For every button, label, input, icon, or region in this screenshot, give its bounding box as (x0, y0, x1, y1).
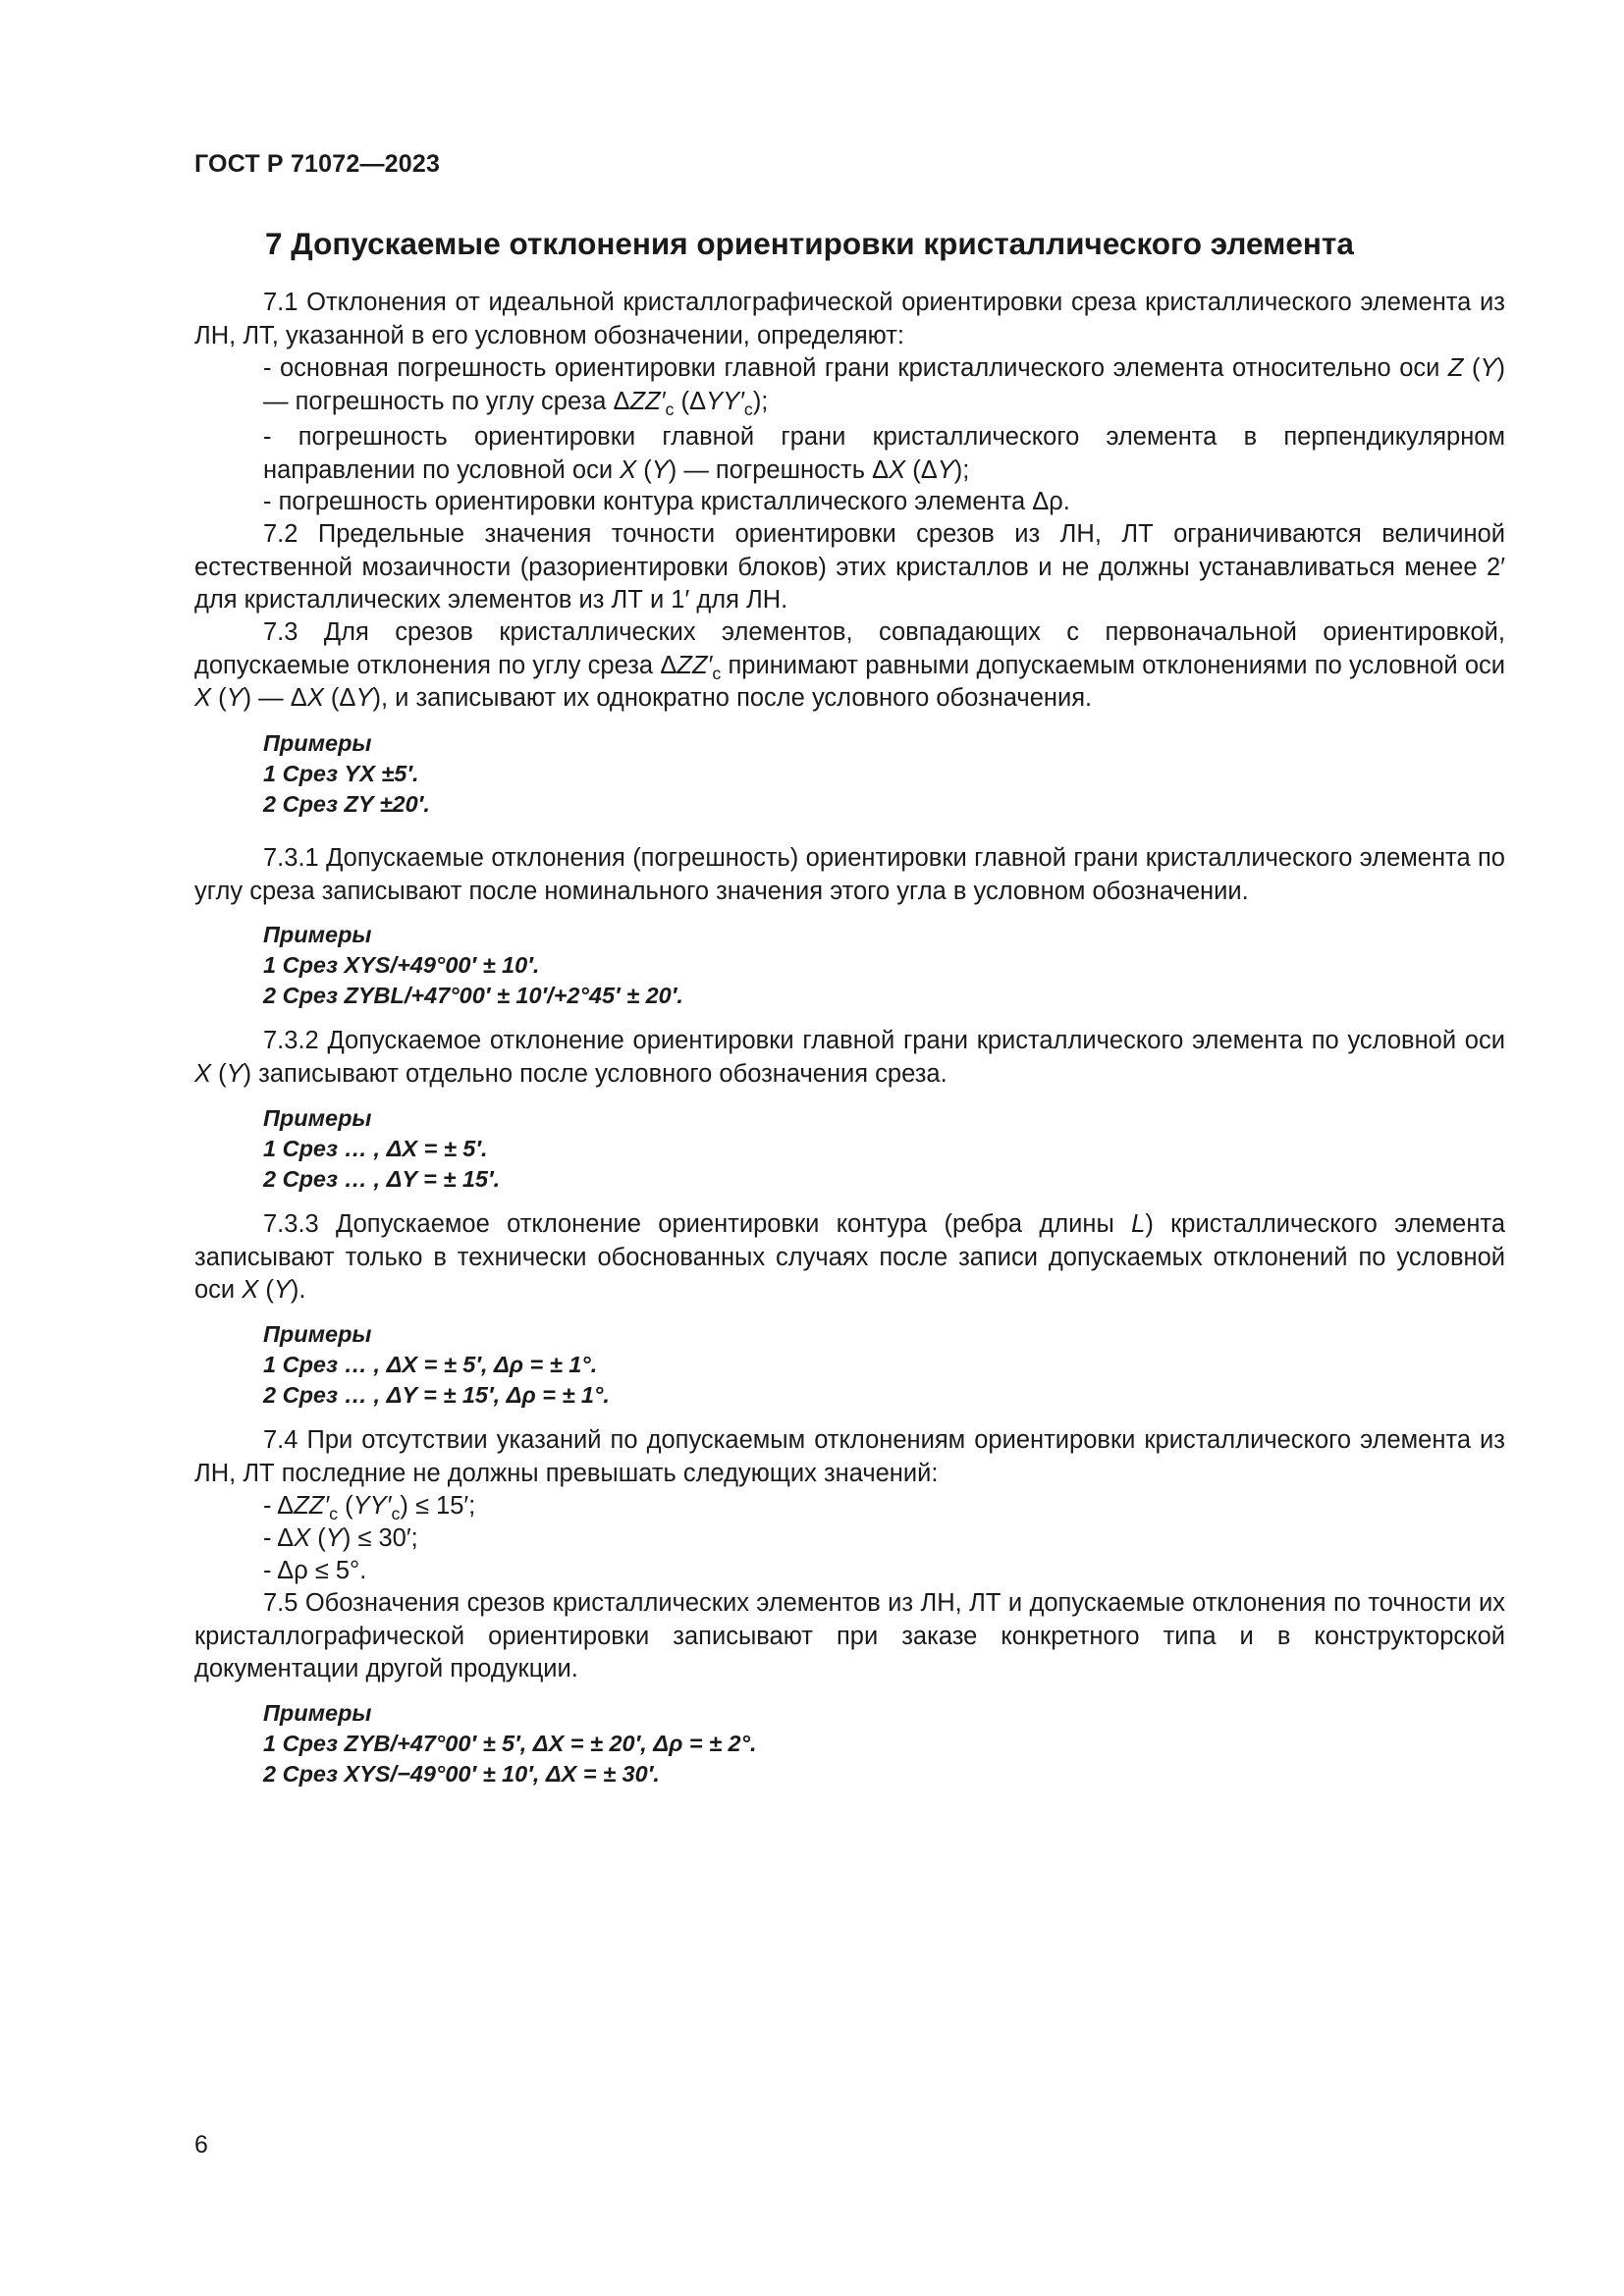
example-item: 1 Срез … , ΔX = ± 5′. (263, 1136, 488, 1161)
section-heading: 7 Допускаемые отклонения ориентировки кристаллического элемента (265, 226, 1354, 261)
example-item: 1 Срез YX ±5′. (263, 761, 419, 786)
examples-label: Примеры (263, 1321, 372, 1347)
examples-7-3-2 (263, 1103, 500, 1195)
example-item: 1 Срез ZYB/+47°00′ ± 5′, ΔX = ± 20′, Δρ = ± 2°. (263, 1731, 757, 1756)
paragraph-7-1-intro: 7.1 Отклонения от идеальной кристаллографической ориентировки среза кристаллического элемента из ЛН, ЛТ, указанной в его условном обозначении, определяют: (194, 289, 1505, 349)
example-item: 1 Срез XYS/+49°00′ ± 10′. (263, 952, 540, 978)
page-number: 6 (194, 2131, 208, 2159)
paragraph-7-4-intro: 7.4 При отсутствии указаний по допускаемым отклонениям ориентировки кристаллического элемента из ЛН, ЛТ последние не должны превышать следующих значений: (194, 1426, 1505, 1487)
paragraph-7-1-item-2: - погрешность ориентировки главной грани кристаллического элемента в перпендикулярном направлении по условной оси X (Y) — погрешность ΔX (ΔY); (263, 423, 1505, 484)
paragraph-7-1-item-3: - погрешность ориентировки контура кристаллического элемента Δρ. (263, 488, 1070, 515)
paragraph-7-5: 7.5 Обозначения срезов кристаллических элементов из ЛН, ЛТ и допускаемые отклонения по точности их кристаллографической ориентировки записывают при заказе конкретного типа и в конструкторской документации другой продукции. (194, 1589, 1505, 1682)
example-item: 2 Срез … , ΔY = ± 15′. (263, 1166, 501, 1192)
paragraph-7-3-2: 7.3.2 Допускаемое отклонение ориентировки главной грани кристаллического элемента по условной оси X (Y) записывают отдельно после условного обозначения среза. (194, 1027, 1505, 1088)
paragraph-7-4-item-1: - $\Delta ZZ'_c$ $(YY'_c) \le 15'$; (263, 1492, 476, 1524)
example-item: 2 Срез … , ΔY = ± 15′, Δρ = ± 1°. (263, 1382, 610, 1408)
examples-7-3-3 (263, 1319, 610, 1411)
examples-label: Примеры (263, 730, 372, 756)
paragraph-7-2: 7.2 Предельные значения точности ориентировки срезов из ЛН, ЛТ ограничиваются величиной естественной мозаичности (разориентировки блоков) этих кристаллов и не должны устанавливаться менее 2′ для кристаллических элементов из ЛТ и 1′ для ЛН. (194, 520, 1505, 614)
paragraph-7-3-3: 7.3.3 Допускаемое отклонение ориентировки контура (ребра длины L) кристаллического элемента записывают только в технически обоснованных случаях после записи допускаемых отклонений по условной оси X (Y). (194, 1210, 1506, 1304)
paragraph-7-4-item-2: - ΔX (Y) ≤ 30′; (263, 1524, 418, 1552)
paragraph-7-3: 7.3 Для срезов кристаллических элементов, совпадающих с первоначальной ориентировкой, допускаемые отклонения по углу среза $\Delta ZZ'_c$ принимают равными допускаемым отклонениями по условной оси X (Y) — ΔX (ΔY), и записывают их однократно после условного обозначения. (194, 618, 1505, 712)
paragraph-7-4-item-3: - Δρ ≤ 5°. (263, 1557, 367, 1584)
example-item: 2 Срез XYS/−49°00′ ± 10′, ΔX = ± 30′. (263, 1761, 660, 1787)
example-item: 2 Срез ZYBL/+47°00′ ± 10′/+2°45′ ± 20′. (263, 983, 683, 1008)
examples-label: Примеры (263, 922, 372, 947)
examples-7-5 (263, 1698, 757, 1789)
document-code-header: ГОСТ Р 71072—2023 (194, 150, 441, 178)
example-item: 1 Срез … , ΔX = ± 5′, Δρ = ± 1°. (263, 1352, 598, 1377)
paragraph-7-3-1: 7.3.1 Допускаемые отклонения (погрешность) ориентировки главной грани кристаллического элемента по углу среза записывают после номинального значения этого угла в условном обозначении. (194, 844, 1505, 905)
examples-7-3 (263, 728, 430, 820)
examples-label: Примеры (263, 1105, 372, 1131)
examples-label: Примеры (263, 1700, 372, 1726)
example-item: 2 Срез ZY ±20′. (263, 791, 430, 817)
paragraph-7-1-item-1: - основная погрешность ориентировки главной грани кристаллического элемента относительно оси Z (Y) — погрешность по углу среза $\Delta ZZ'_c$ $(\Delta YY'_c)$; (263, 354, 1506, 419)
examples-7-3-1 (263, 920, 683, 1011)
